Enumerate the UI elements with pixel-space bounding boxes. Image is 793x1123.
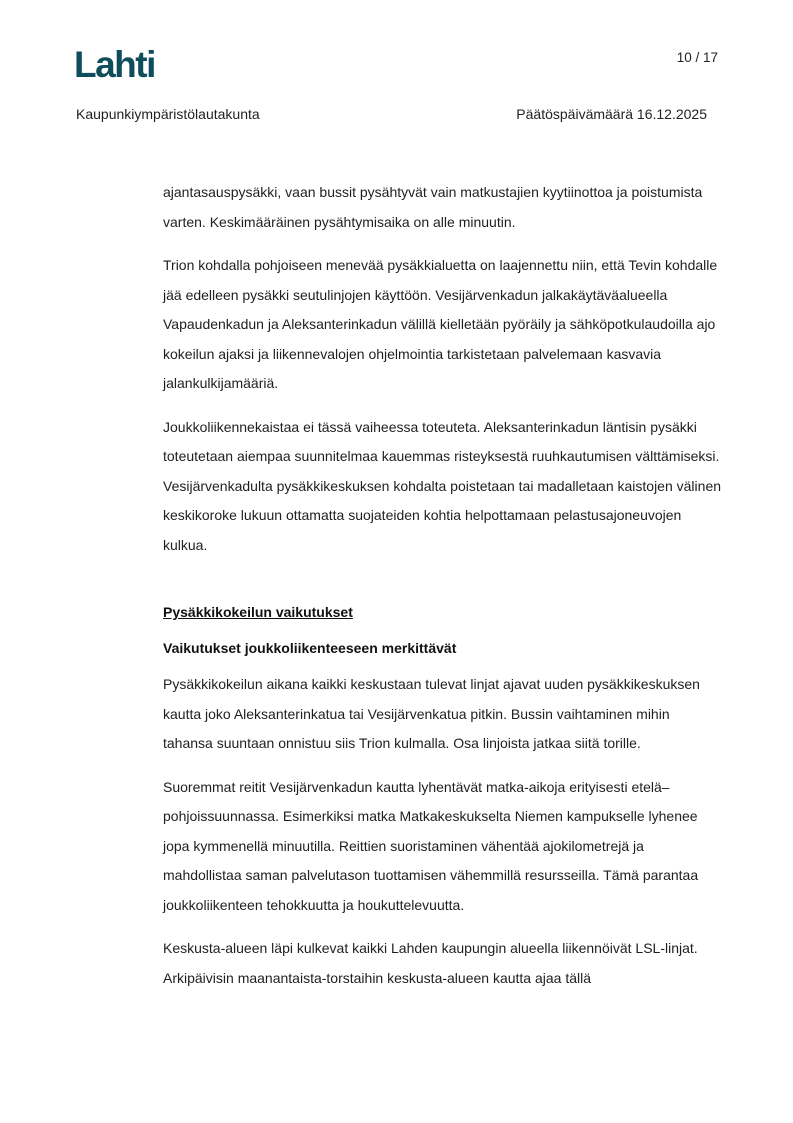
paragraph: Pysäkkikokeilun aikana kaikki keskustaan tulevat linjat ajavat uuden pysäkkikeskuksen kautta joko Aleksanterinkatua tai Vesijärvenkatua pitkin. Bussin vaihtaminen mihin tahansa suuntaan onnistuu siis Trion kulmalla. Osa linjoista jatkaa siitä torille.: [163, 676, 700, 751]
lahti-logo: [74, 46, 170, 82]
paragraph: ajantasauspysäkki, vaan bussit pysähtyvät vain matkustajien kyytiinottoa ja poistumista varten. Keskimääräinen pysähtymisaika on alle minuutin.: [163, 184, 703, 230]
paragraph: Suoremmat reitit Vesijärvenkadun kautta lyhentävät matka-aikoja erityisesti etelä–pohjoissuunnassa. Esimerkiksi matka Matkakeskukselta Niemen kampukselle lyhenee jopa kymmenellä minuutilla. Reittien suoristaminen vähentää ajokilometrejä ja mahdollistaa saman palvelutason tuottamisen vähemmillä resursseilla. Tämä parantaa joukkoliikenteen tehokkuutta ja houkuttelevuutta.: [163, 778, 699, 913]
decision-date: Päätöspäivämäärä 16.12.2025: [516, 106, 707, 122]
committee-name: Kaupunkiympäristölautakunta: [76, 106, 260, 122]
paragraph: Joukkoliikennekaistaa ei tässä vaiheessa toteuteta. Aleksanterinkadun läntisin pysäkki toteutetaan aiempaa suunnitelmaa kauemmas risteyksestä ruuhkautumisen välttämiseksi. Vesijärvenkadulta pysäkkikeskuksen kohdalta poistetaan tai madalletaan kaistojen välinen keskikoroke lukuun ottamatta suojateiden kohtia helpottamaan pelastusajoneuvojen kulkua.: [163, 418, 722, 553]
paragraph: Trion kohdalla pohjoiseen menevää pysäkkialuetta on laajennettu niin, että Tevin kohdalle jää edelleen pysäkki seutulinjojen käyttöön. Vesijärvenkadun jalkakäytäväalueella Vapaudenkadun ja Aleksanterinkadun välillä kielletään pyöräily ja sähköpotkulaudoilla ajo kokeilun ajaksi ja liikennevalojen ohjelmointia tarkistetaan palvelemaan kasvavia jalankulkijamääriä.: [163, 257, 718, 391]
logo-wordmark: Lahti: [74, 46, 155, 82]
section-heading: Pysäkkikokeilun vaikutukset: [163, 604, 353, 620]
document-body: [163, 178, 723, 1007]
subheading: Vaikutukset joukkoliikenteeseen merkittävät: [163, 640, 457, 656]
paragraph: Keskusta-alueen läpi kulkevat kaikki Lahden kaupungin alueella liikennöivät LSL-linjat. Arkipäivisin maanantaista-torstaihin keskusta-alueen kautta ajaa tällä: [163, 940, 698, 986]
page-number: 10 / 17: [676, 50, 718, 65]
lahti-logo-mark: [74, 46, 170, 82]
